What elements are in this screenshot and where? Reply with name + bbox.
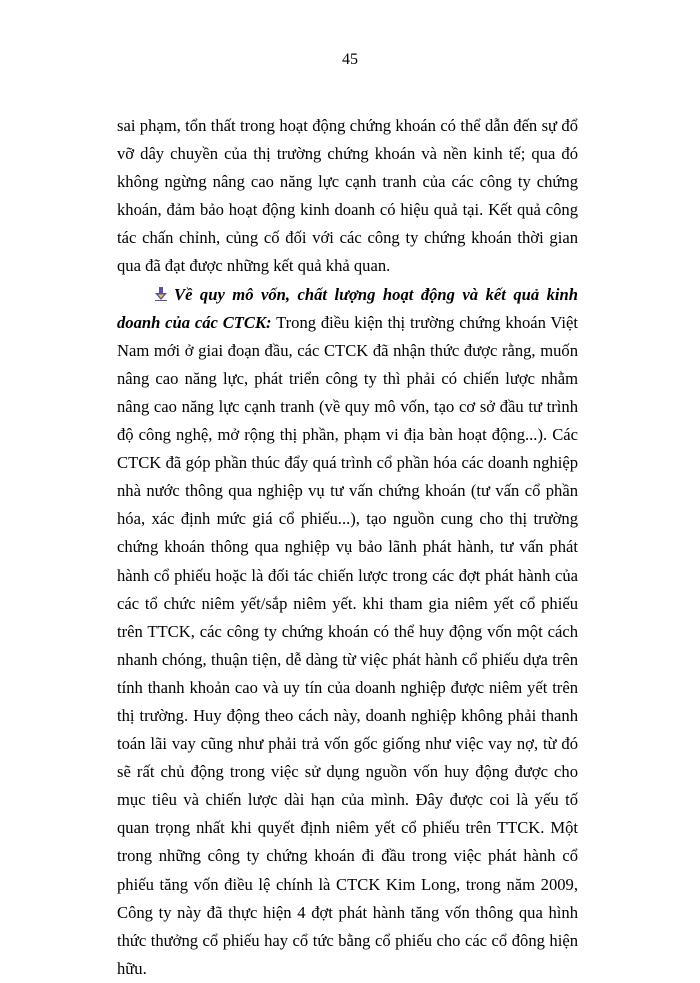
document-body: [117, 112, 578, 983]
paragraph-2: [117, 281, 578, 983]
paragraph-1: sai phạm, tổn thất trong hoạt động chứng khoán có thể dẫn đến sự đổ vỡ dây chuyền của thị trường chứng khoán và nền kinh tế; qua đó không ngừng nâng cao năng lực cạnh tranh của các công ty chứng khoán, đảm bảo hoạt động kinh doanh có hiệu quả tại. Kết quả công tác chấn chỉnh, củng cố đối với các công ty chứng khoán thời gian qua đã đạt được những kết quả khả quan.: [117, 116, 578, 276]
section-heading: Về quy mô vốn, chất lượng hoạt động và kết quả kinh doanh của các CTCK:: [117, 284, 578, 332]
page-number: 45: [342, 51, 358, 68]
paragraph-2-text: Trong điều kiện thị trường chứng khoán Việt Nam mới ở giai đoạn đầu, các CTCK đã nhận thức được rằng, muốn nâng cao năng lực, phát triển công ty thì phải có chiến lược nhằm nâng cao năng lực cạnh tranh (về quy mô vốn, tạo cơ sở đầu tư trình độ công nghệ, mở rộng thị phần, phạm vi địa bàn hoạt động...). Các CTCK đã góp phần thúc đẩy quá trình cổ phần hóa các doanh nghiệp nhà nước thông qua nghiệp vụ tư vấn chứng khoán (tư vấn cổ phần hóa, xác định mức giá cổ phiếu...), tạo nguồn cung cho thị trường chứng khoán thông qua nghiệp vụ bảo lãnh phát hành, tư vấn phát hành cổ phiếu hoặc là đối tác chiến lược trong các đợt phát hành của các tổ chức niêm yết/sắp niêm yết. khi tham gia niêm yết cổ phiếu trên TTCK, các công ty chứng khoán có thể huy động vốn một cách nhanh chóng, thuận tiện, dễ dàng từ việc phát hành cổ phiếu dựa trên tính thanh khoản cao và uy tín của doanh nghiệp được niêm yết trên thị trường. Huy động theo cách này, doanh nghiệp không phải thanh toán lãi vay cũng như phải trả vốn gốc giống như việc vay nợ, từ đó sẽ rất chủ động trong việc sử dụng nguồn vốn huy động được cho mục tiêu và chiến lược dài hạn của mình. Đây được coi là yếu tố quan trọng nhất khi quyết định niêm yết cổ phiếu trên TTCK. Một trong những công ty chứng khoán đi đầu trong việc phát hành cổ phiếu tăng vốn điều lệ chính là CTCK Kim Long, trong năm 2009, Công ty này đã thực hiện 4 đợt phát hành tăng vốn thông qua hình thức thưởng cổ phiếu hay cổ tức bằng cổ phiếu cho các cổ đông hiện hữu.: [117, 312, 578, 978]
down-arrow-bullet-icon: [154, 287, 168, 301]
